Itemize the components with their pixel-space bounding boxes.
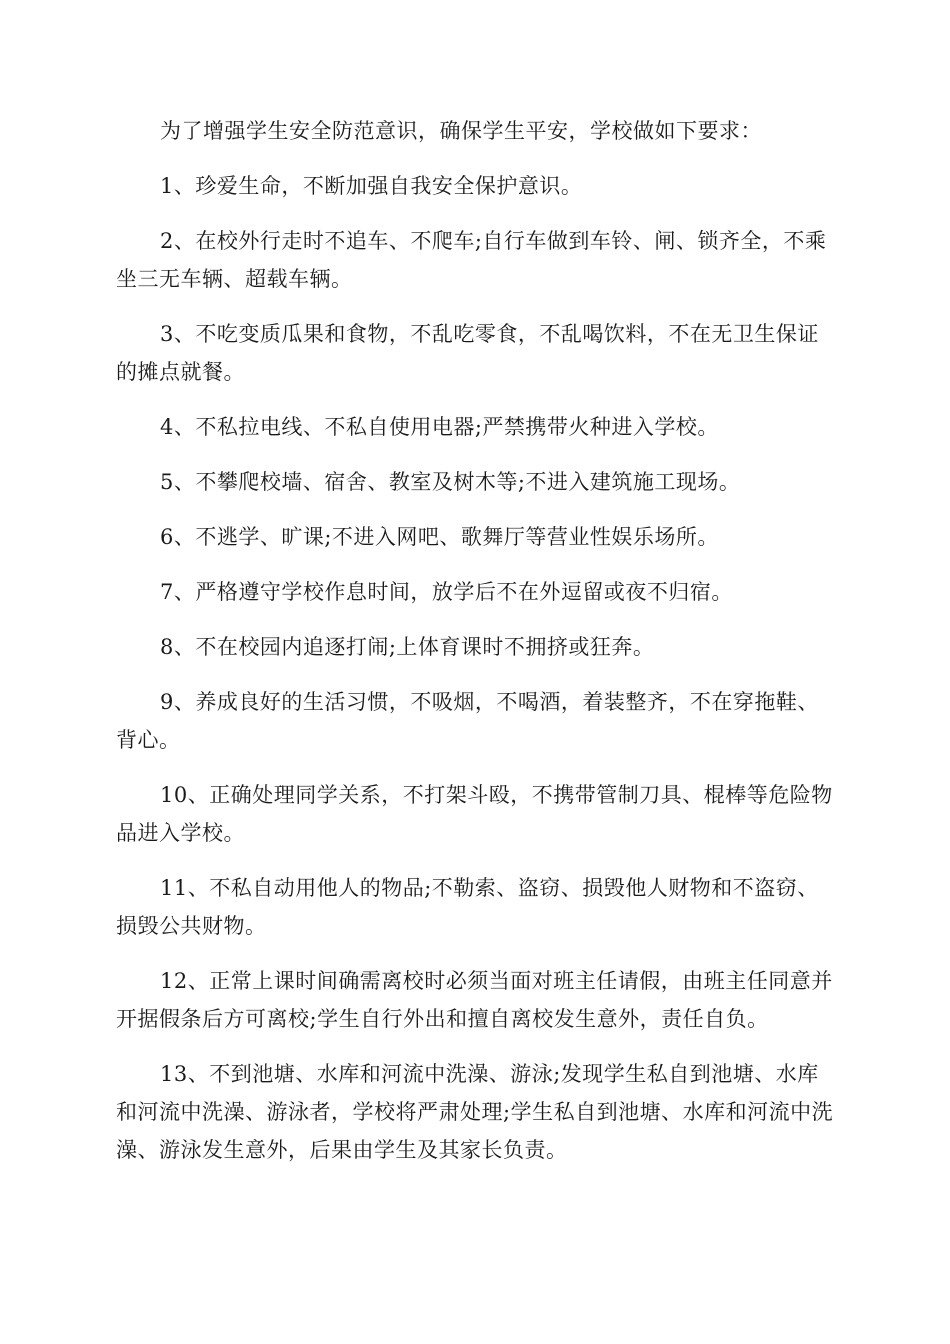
rule-item-5: 5、不攀爬校墙、宿舍、教室及树木等;不进入建筑施工现场。 bbox=[160, 470, 741, 494]
rule-item-10: 10、正确处理同学关系，不打架斗殴，不携带管制刀具、棍棒等危险物品进入学校。 bbox=[116, 783, 833, 845]
rule-item-7: 7、严格遵守学校作息时间，放学后不在外逗留或夜不归宿。 bbox=[160, 580, 733, 604]
rule-item-9: 9、养成良好的生活习惯，不吸烟，不喝酒，着装整齐，不在穿拖鞋、背心。 bbox=[116, 690, 819, 752]
rule-item-1: 1、珍爱生命，不断加强自我安全保护意识。 bbox=[160, 174, 583, 198]
rule-item-12: 12、正常上课时间确需离校时必须当面对班主任请假，由班主任同意并开据假条后方可离校;学生自行外出和擅自离校发生意外，责任自负。 bbox=[116, 969, 833, 1031]
rule-item-8: 8、不在校园内追逐打闹;上体育课时不拥挤或狂奔。 bbox=[160, 635, 655, 659]
rule-item-2: 2、在校外行走时不追车、不爬车;自行车做到车铃、闸、锁齐全，不乘坐三无车辆、超载车辆。 bbox=[116, 229, 827, 291]
rule-item-13: 13、不到池塘、水库和河流中洗澡、游泳;发现学生私自到池塘、水库和河流中洗澡、游泳者，学校将严肃处理;学生私自到池塘、水库和河流中洗澡、游泳发生意外，后果由学生及其家长负责。 bbox=[116, 1062, 834, 1162]
rule-item-6: 6、不逃学、旷课;不进入网吧、歌舞厅等营业性娱乐场所。 bbox=[160, 525, 719, 549]
rule-item-11: 11、不私自动用他人的物品;不勒索、盗窃、损毁他人财物和不盗窃、损毁公共财物。 bbox=[116, 876, 819, 938]
rule-item-3: 3、不吃变质瓜果和食物，不乱吃零食，不乱喝饮料，不在无卫生保证的摊点就餐。 bbox=[116, 322, 819, 384]
intro-paragraph: 为了增强学生安全防范意识，确保学生平安，学校做如下要求： bbox=[160, 119, 762, 143]
rule-item-4: 4、不私拉电线、不私自使用电器;严禁携带火种进入学校。 bbox=[160, 415, 719, 439]
document-body bbox=[116, 112, 836, 1186]
